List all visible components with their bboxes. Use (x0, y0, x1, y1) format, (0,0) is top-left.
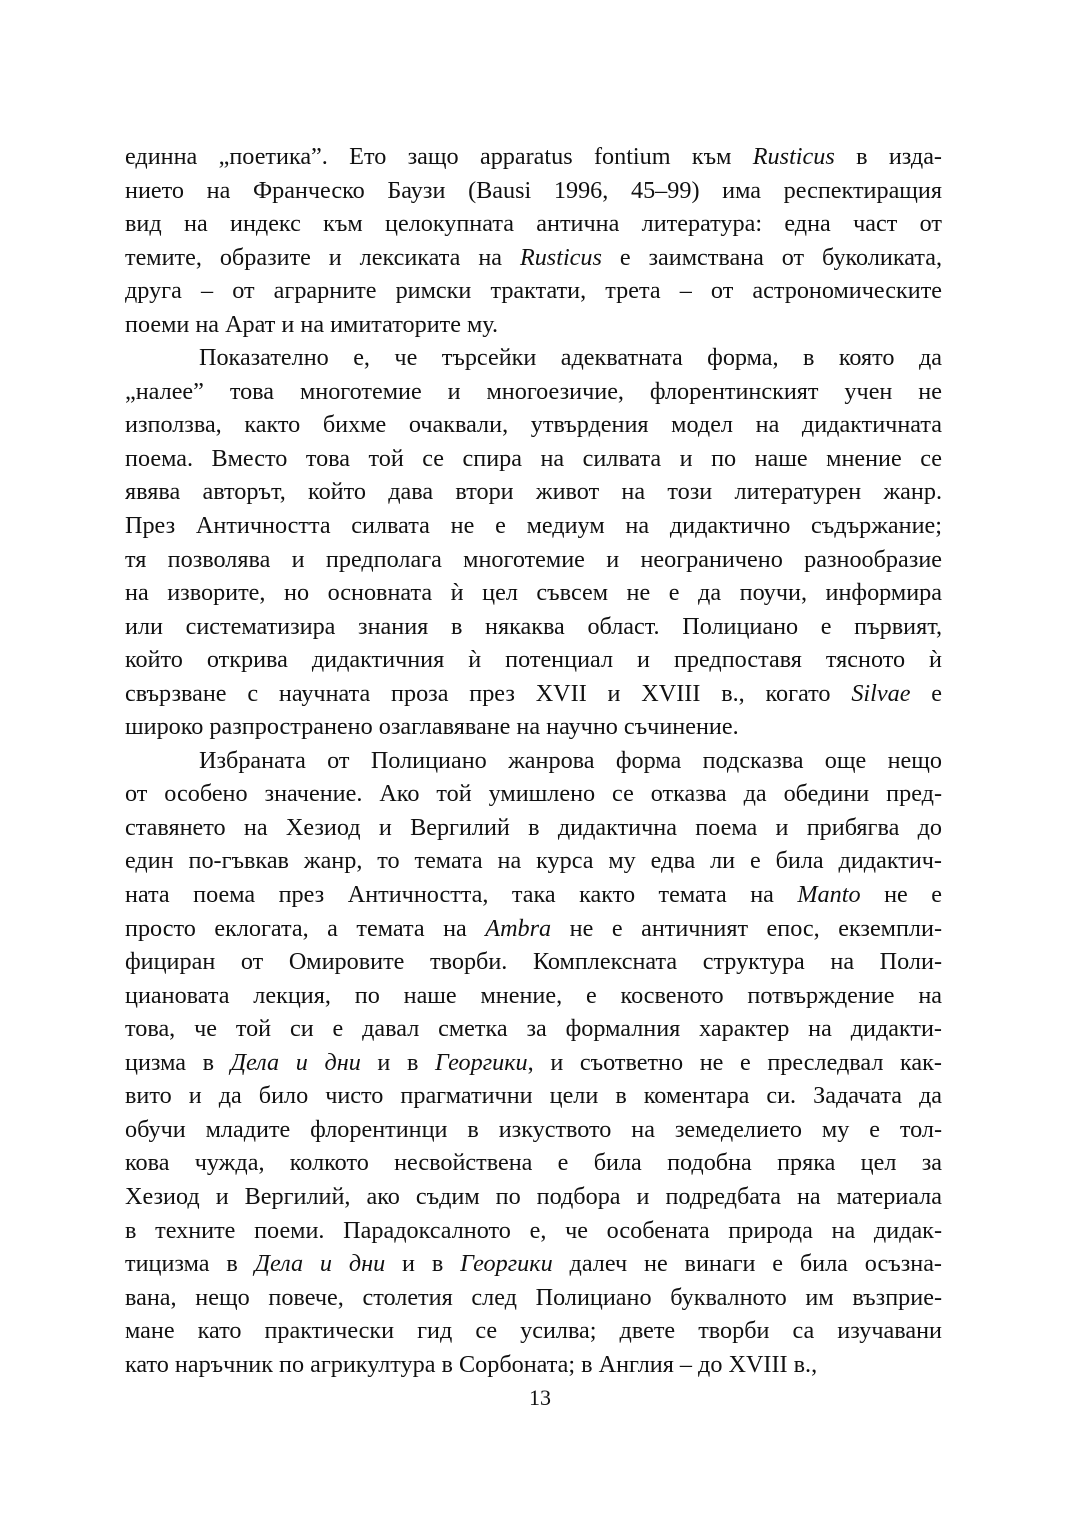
text-line (125, 1046, 942, 1080)
text-segment: в изда- (834, 143, 942, 170)
text-segment: или систематизира знания в някаква област. Полициано е първият, (125, 612, 942, 640)
text-segment: ната поема през Античността, така както темата на (125, 881, 798, 909)
text-segment: това, че той си е давал сметка за формалния характер на дидакти- (125, 1015, 942, 1043)
text-segment: единна „поетика”. Ето защо apparatus fontium към (125, 143, 753, 170)
text-segment: „налее” това многотемие и многоезичие, флорентинският учен не (125, 377, 942, 405)
text-segment: широко разпространено озаглавяване на научно съчинение. (125, 713, 739, 741)
text-segment: не е античният епос, екземпли- (551, 914, 943, 942)
text-line (125, 308, 942, 342)
text-line (125, 140, 942, 174)
italic-title: Rusticus (519, 243, 602, 271)
text-line (125, 1012, 942, 1046)
text-segment: Показателно е, че търсейки адекватната форма, в която да (199, 344, 942, 372)
text-line (125, 1348, 942, 1382)
text-line (125, 576, 942, 610)
text-line (125, 543, 942, 577)
text-line (125, 375, 942, 409)
text-segment: тя позволява и предполага многотемие и неограничено разнообразие (125, 545, 942, 573)
text-segment: в техните поеми. Парадоксалното е, че особената природа на дидак- (125, 1216, 942, 1244)
italic-title: Manto (797, 881, 861, 909)
text-line (125, 207, 942, 241)
text-line (125, 1146, 942, 1180)
text-segment: Избраната от Полициано жанрова форма подсказва още нещо (199, 746, 942, 774)
text-line (125, 241, 942, 275)
text-line (125, 408, 942, 442)
text-segment: далеч не винаги е била осъзна- (552, 1250, 942, 1278)
italic-title: Ambra (485, 914, 552, 942)
text-segment: на изворите, но основната ѝ цел съвсем не е да поучи, информира (125, 579, 942, 607)
text-segment: нието на Франческо Баузи (Bausi 1996, 45–99) има респектиращия (125, 176, 942, 204)
text-segment: тицизма в (125, 1250, 255, 1278)
italic-title: Георгики (460, 1250, 553, 1278)
text-line (125, 475, 942, 509)
text-line (125, 509, 942, 543)
text-segment: като наръчник по агрикултура в Сорбоната; в Англия – до XVIII в., (125, 1350, 818, 1378)
text-line (125, 1247, 942, 1281)
text-segment: поема. Вместо това той се спира на силвата и по наше мнение се (125, 444, 942, 472)
text-line (125, 1281, 942, 1315)
text-segment: фициран от Омировите творби. Комплексната структура на Поли- (125, 948, 942, 976)
text-segment: един по-гъвкав жанр, то темата на курса му едва ли е била дидактич- (125, 847, 942, 875)
text-line (125, 979, 942, 1013)
text-line (125, 677, 942, 711)
italic-title: Георгики (435, 1048, 528, 1076)
text-segment: През Античността силвата не е медиум на дидактично съдържание; (125, 512, 942, 540)
text-segment: обучи младите флорентинци в изкуството на земеделието му е тол- (125, 1115, 942, 1143)
text-segment: от особено значение. Ако той умишлено се отказва да обедини пред- (125, 780, 942, 808)
italic-title: Silvae (851, 679, 911, 707)
text-segment: не е (860, 881, 942, 909)
text-line (125, 744, 942, 778)
text-segment: и в (385, 1250, 461, 1278)
text-line (125, 1214, 942, 1248)
text-line (125, 811, 942, 845)
text-segment: е заимствана от буколиката, (601, 243, 942, 271)
text-segment: поеми на Арат и на имитаторите му. (125, 310, 499, 338)
text-line (125, 1113, 942, 1147)
text-segment: Хезиод и Вергилий, ако съдим по подбора и подредбата на материала (125, 1182, 942, 1210)
text-line (125, 1314, 942, 1348)
text-line (125, 710, 942, 744)
text-segment: темите, образите и лексиката на (125, 243, 520, 271)
text-segment: вито и да било чисто прагматични цели в коментара си. Задачата да (125, 1082, 942, 1110)
text-line (125, 274, 942, 308)
text-line (125, 610, 942, 644)
text-line (125, 945, 942, 979)
text-line (125, 844, 942, 878)
text-segment: явява авторът, който дава втори живот на този литературен жанр. (125, 478, 942, 506)
text-line (125, 1079, 942, 1113)
text-segment: циановата лекция, по наше мнение, е косвеното потвърждение на (125, 981, 942, 1009)
page-number: 13 (529, 1385, 551, 1410)
text-segment: и в (360, 1048, 436, 1076)
paragraph (125, 140, 942, 341)
text-segment: използва, както бихме очаквали, утвърдения модел на дидактичната (125, 411, 942, 439)
text-segment: цизма в (125, 1048, 231, 1076)
text-segment: просто еклогата, а темата на (125, 914, 486, 942)
text-segment: вид на индекс към целокупната антична литература: една част от (125, 210, 942, 238)
text-line (125, 341, 942, 375)
text-line (125, 878, 942, 912)
paragraph (125, 744, 942, 1381)
text-line (125, 912, 942, 946)
text-segment: кова чужда, колкото несвойствена е била подобна пряка цел за (125, 1149, 942, 1177)
text-line (125, 777, 942, 811)
body-text (125, 140, 942, 1381)
italic-title: Rusticus (752, 143, 835, 170)
text-segment: който открива дидактичния ѝ потенциал и предпоставя тясното ѝ (125, 646, 942, 674)
text-line (125, 442, 942, 476)
text-segment: свързване с научната проза през XVII и XVIII в., когато (125, 679, 852, 707)
text-line (125, 643, 942, 677)
text-line (125, 1180, 942, 1214)
text-segment: , и съответно не е преследвал как- (527, 1048, 942, 1076)
text-line (125, 174, 942, 208)
text-segment: мане като практически гид се усилва; двете творби са изучавани (125, 1317, 942, 1345)
italic-title: Дела и дни (230, 1048, 361, 1076)
text-segment: ставянето на Хезиод и Вергилий в дидактична поема и прибягва до (125, 813, 942, 841)
italic-title: Дела и дни (254, 1250, 386, 1278)
text-segment: вана, нещо повече, столетия след Полициано буквалното им възприе- (125, 1283, 942, 1311)
paragraph (125, 341, 942, 744)
text-segment: друга – от аграрните римски трактати, трета – от астрономическите (125, 277, 942, 305)
text-segment: е (910, 679, 942, 707)
